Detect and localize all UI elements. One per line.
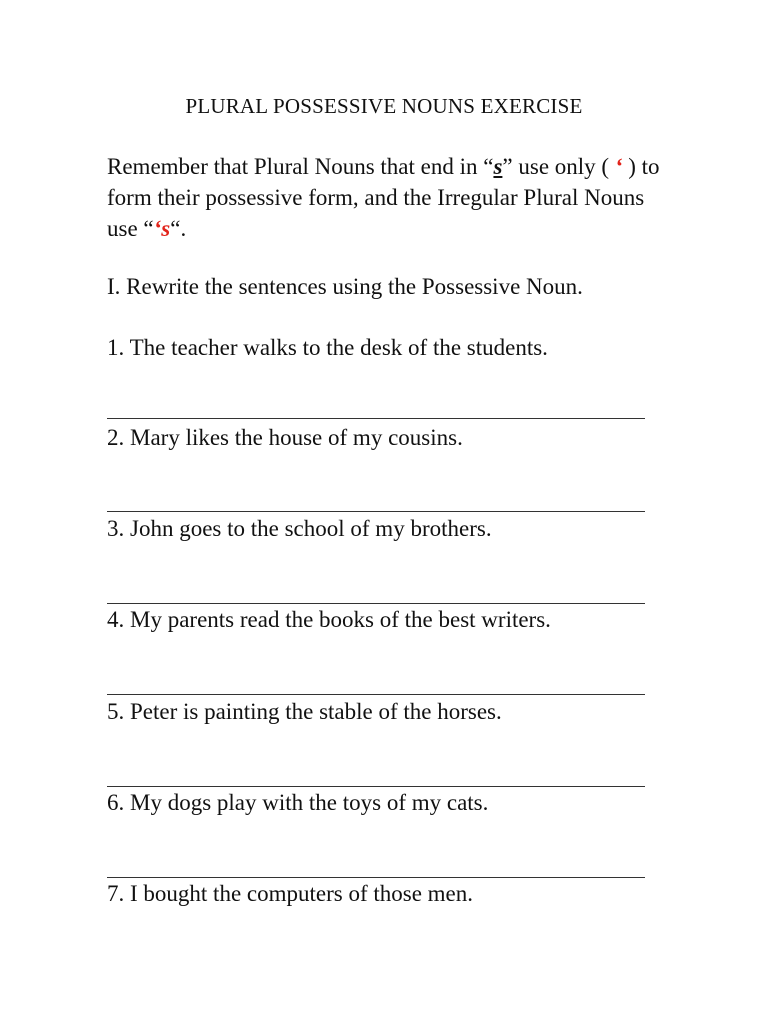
- sentence-3: 3. John goes to the school of my brothers.: [107, 516, 492, 541]
- apostrophe-mark: ‘: [614, 154, 623, 179]
- sentence-2: 2. Mary likes the house of my cousins.: [107, 425, 463, 450]
- intro-text-4: “.: [170, 216, 187, 241]
- answer-line-6[interactable]: [107, 877, 645, 878]
- sentence-7: 7. I bought the computers of those men.: [107, 881, 474, 906]
- intro-text-3: ) to form their possessive form, and the Irregular Plural Nouns use “: [107, 154, 660, 241]
- intro-text-1: Remember that Plural Nouns that end in “: [107, 154, 494, 179]
- answer-line-2[interactable]: [107, 511, 645, 512]
- sentence-6: 6. My dogs play with the toys of my cats.: [107, 790, 489, 815]
- answer-line-1[interactable]: [107, 418, 645, 419]
- page-title: PLURAL POSSESSIVE NOUNS EXERCISE: [185, 94, 583, 118]
- sentence-4: 4. My parents read the books of the best writers.: [107, 607, 551, 632]
- instruction-text: I. Rewrite the sentences using the Possessive Noun.: [107, 274, 583, 299]
- s-mark: s: [493, 154, 503, 179]
- sentence-1: 1. The teacher walks to the desk of the students.: [107, 335, 548, 360]
- sentence-5: 5. Peter is painting the stable of the horses.: [107, 699, 502, 724]
- apostrophe-s-mark: ‘s: [153, 216, 171, 241]
- answer-line-5[interactable]: [107, 786, 645, 787]
- answer-line-4[interactable]: [107, 694, 645, 695]
- intro-text-2: ” use only (: [502, 154, 615, 179]
- answer-line-3[interactable]: [107, 603, 645, 604]
- intro-paragraph: [107, 151, 667, 244]
